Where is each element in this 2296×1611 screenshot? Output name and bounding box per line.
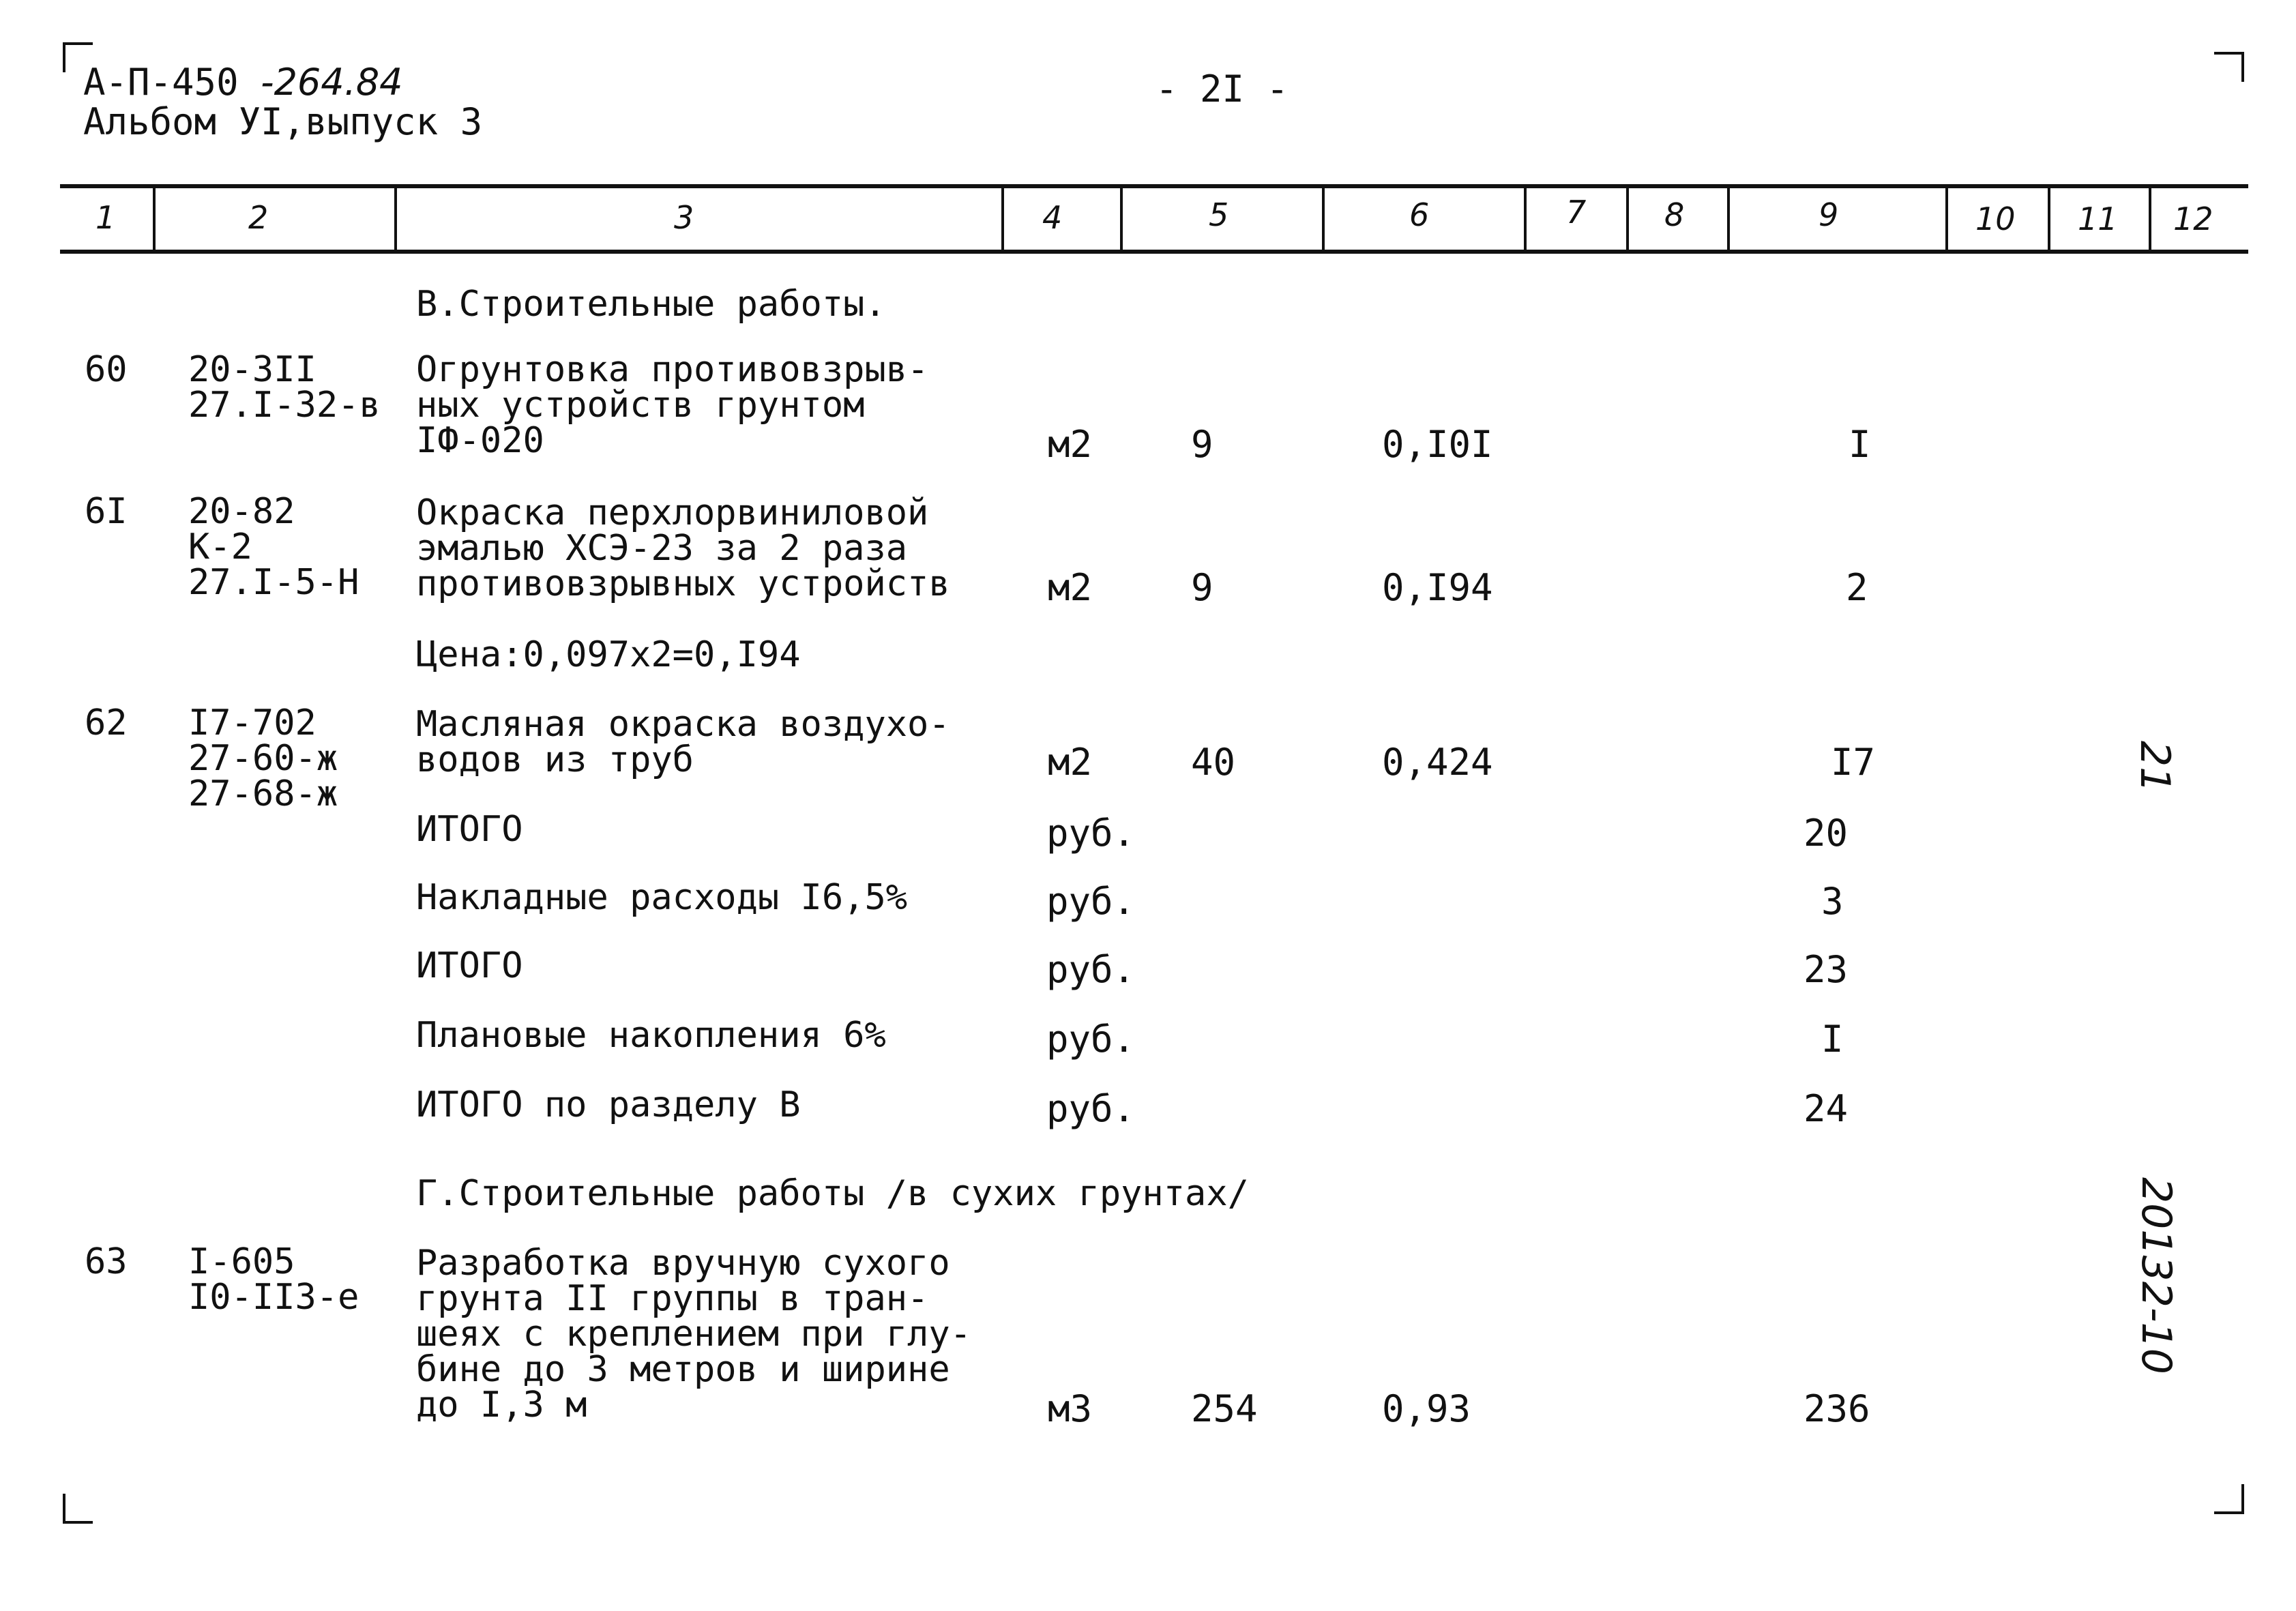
row-unit-price: 0,93 <box>1382 1387 1471 1430</box>
row-total: 236 <box>1804 1387 1870 1430</box>
column-number: 6 <box>1409 196 1430 233</box>
column-number: 4 <box>1042 199 1063 236</box>
summary-unit: руб. <box>1046 1018 1136 1061</box>
summary-label: ИТОГО по разделу В <box>416 1084 801 1125</box>
section-title: Г.Строительные работы /в сухих грунтах/ <box>416 1173 1249 1214</box>
col-divider <box>1524 187 1527 252</box>
row-unit: м2 <box>1048 566 1093 609</box>
summary-label: ИТОГО <box>416 809 523 850</box>
row-unit-price: 0,I0I <box>1382 423 1493 466</box>
row-number: 63 <box>85 1241 128 1282</box>
col-divider <box>1626 187 1629 252</box>
row-unit: м2 <box>1048 423 1093 466</box>
summary-total: I <box>1821 1018 1844 1061</box>
row-code: 27-60-ж <box>188 738 338 779</box>
price-note: Цена:0,097х2=0,I94 <box>416 634 801 675</box>
col-divider <box>2048 187 2050 252</box>
col-divider <box>1001 187 1004 252</box>
margin-doc-code: 20132-10 <box>2132 1177 2180 1374</box>
row-code: 27.I-5-Н <box>188 562 359 603</box>
row-number: 62 <box>85 703 128 743</box>
column-number: 12 <box>2173 201 2213 237</box>
row-description: противовзрывных устройств <box>416 563 950 604</box>
row-quantity: 40 <box>1191 741 1236 784</box>
row-number: 6I <box>85 491 128 532</box>
section-title: В.Строительные работы. <box>416 284 886 325</box>
row-quantity: 9 <box>1191 566 1213 609</box>
row-unit: м3 <box>1048 1387 1093 1430</box>
table-header-bottom-rule <box>60 250 2248 254</box>
row-description: IФ-020 <box>416 420 544 461</box>
column-number: 7 <box>1566 194 1587 231</box>
column-number: 2 <box>248 199 269 236</box>
album-title: Альбом УI,выпуск 3 <box>83 100 483 143</box>
table-top-rule <box>60 184 2248 188</box>
corner-mark-bottom-right <box>2214 1484 2244 1514</box>
row-quantity: 254 <box>1191 1387 1258 1430</box>
summary-unit: руб. <box>1046 948 1136 991</box>
row-code: I-605 <box>188 1241 295 1282</box>
row-code: 20-82 <box>188 491 295 532</box>
column-number: 3 <box>674 199 694 236</box>
column-number: 9 <box>1819 196 1839 233</box>
row-code: 27-68-ж <box>188 773 338 814</box>
col-divider <box>1945 187 1948 252</box>
row-description: водов из труб <box>416 739 694 780</box>
summary-label: ИТОГО <box>416 945 523 986</box>
row-code: 27.I-32-в <box>188 385 381 426</box>
row-unit-price: 0,424 <box>1382 741 1493 784</box>
col-divider <box>153 187 156 252</box>
summary-unit: руб. <box>1046 880 1136 923</box>
row-number: 60 <box>85 349 128 390</box>
col-divider <box>2149 187 2151 252</box>
row-description: ных устройств грунтом <box>416 385 865 426</box>
row-description: Разработка вручную сухого <box>416 1243 950 1284</box>
row-total: I7 <box>1831 741 1876 784</box>
row-unit-price: 0,I94 <box>1382 566 1493 609</box>
document-code <box>83 63 403 102</box>
corner-mark-top-right <box>2214 52 2244 82</box>
summary-total: 3 <box>1821 880 1844 923</box>
row-total: I <box>1849 423 1871 466</box>
margin-sheet-number: 21 <box>2131 741 2179 793</box>
row-code: I0-II3-е <box>188 1277 359 1318</box>
row-code: I7-702 <box>188 703 317 743</box>
row-quantity: 9 <box>1191 423 1213 466</box>
row-total: 2 <box>1846 566 1868 609</box>
row-description: Масляная окраска воздухо- <box>416 704 950 745</box>
corner-mark-bottom-left <box>63 1494 93 1524</box>
page-number: - 2I - <box>1156 68 1289 110</box>
summary-label: Накладные расходы I6,5% <box>416 877 908 918</box>
row-description: Огрунтовка противовзрыв- <box>416 349 929 390</box>
row-code: 20-3II <box>188 349 317 390</box>
row-unit: м2 <box>1048 741 1093 784</box>
row-description: шеях с креплением при глу- <box>416 1314 971 1355</box>
row-code: К-2 <box>188 527 252 567</box>
column-number: 5 <box>1209 196 1229 233</box>
doc-code: А-П-450 <box>83 61 239 104</box>
row-description: до I,3 м <box>416 1385 587 1425</box>
column-number: 11 <box>2078 201 2118 237</box>
col-divider <box>1120 187 1123 252</box>
summary-total: 23 <box>1804 948 1849 991</box>
col-divider <box>1727 187 1730 252</box>
summary-unit: руб. <box>1046 1087 1136 1130</box>
col-divider <box>394 187 397 252</box>
doc-code-handwritten: -264.84 <box>261 61 403 104</box>
summary-label: Плановые накопления 6% <box>416 1015 886 1056</box>
row-description: Окраска перхлорвиниловой <box>416 492 929 533</box>
col-divider <box>1322 187 1325 252</box>
row-description: бине до 3 метров и ширине <box>416 1349 950 1390</box>
column-number: 8 <box>1664 196 1685 233</box>
row-description: эмалью ХСЭ-23 за 2 раза <box>416 528 908 569</box>
row-description: грунта II группы в тран- <box>416 1278 929 1319</box>
column-number: 1 <box>95 199 116 236</box>
column-number: 10 <box>1975 201 2016 237</box>
summary-total: 24 <box>1804 1087 1849 1130</box>
summary-unit: руб. <box>1046 812 1136 855</box>
summary-total: 20 <box>1804 812 1849 855</box>
